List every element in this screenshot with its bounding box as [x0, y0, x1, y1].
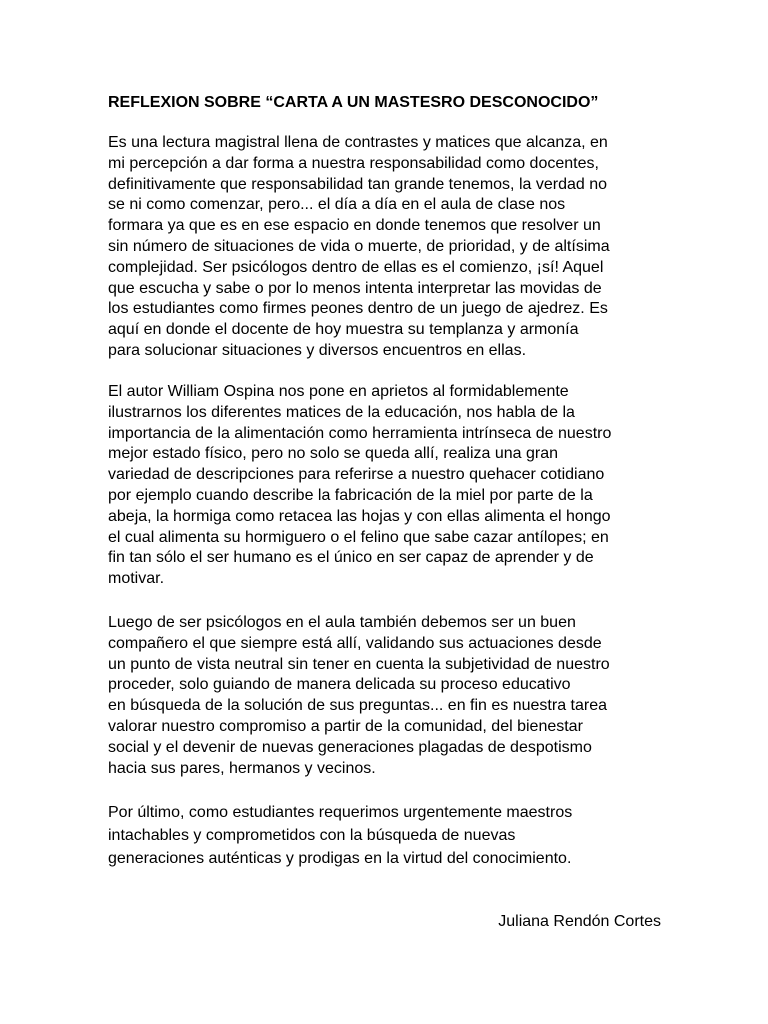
text-line: mi percepción a dar forma a nuestra responsabilidad como docentes, — [108, 154, 599, 172]
text-line: generaciones auténticas y prodigas en la virtud del conocimiento. — [108, 850, 572, 867]
text-line: que escucha y sabe o por lo menos intenta interpretar las movidas de — [108, 279, 602, 297]
text-line: compañero el que siempre está allí, validando sus actuaciones desde — [108, 634, 602, 652]
text-line: para solucionar situaciones y diversos encuentros en ellas. — [108, 341, 527, 359]
text-line: fin tan sólo el ser humano es el único en ser capaz de aprender y de — [108, 549, 594, 567]
text-line: proceder, solo guiando de manera delicada su proceso educativo — [108, 676, 571, 694]
text-line: Luego de ser psicólogos en el aula también debemos ser un buen — [108, 614, 576, 631]
text-line: variedad de descripciones para referirse a nuestro quehacer cotidiano — [108, 466, 605, 484]
text-line: aquí en donde el docente de hoy muestra su templanza y armonía — [108, 321, 579, 339]
text-line: formara ya que es en ese espacio en donde tenemos que resolver un — [108, 217, 601, 235]
text-line: complejidad. Ser psicólogos dentro de ellas es el comienzo, ¡sí! Aquel — [108, 258, 604, 276]
text-line: ilustrarnos los diferentes matices de la educación, nos habla de la — [108, 403, 575, 421]
text-line: un punto de vista neutral sin tener en cuenta la subjetividad de nuestro — [108, 655, 610, 673]
document-title: REFLEXION SOBRE “CARTA A UN MASTESRO DESCONOCIDO” — [108, 94, 599, 111]
text-line: el cual alimenta su hormiguero o el felino que sabe cazar antílopes; en — [108, 528, 609, 546]
paragraph-2 — [108, 382, 668, 590]
text-line: valorar nuestro compromiso a partir de la comunidad, del bienestar — [108, 717, 583, 735]
text-line: definitivamente que responsabilidad tan grande tenemos, la verdad no — [108, 175, 607, 193]
text-line: importancia de la alimentación como herramienta intrínseca de nuestro — [108, 424, 612, 442]
text-line: sin número de situaciones de vida o muerte, de prioridad, y de altísima — [108, 237, 610, 255]
text-line: hacia sus pares, hermanos y vecinos. — [108, 759, 376, 777]
text-line: El autor William Ospina nos pone en aprietos al formidablemente — [108, 383, 569, 400]
text-line: intachables y comprometidos con la búsqueda de nuevas — [108, 827, 516, 844]
text-line: se ni como comenzar, pero... el día a día en el aula de clase nos — [108, 196, 566, 214]
text-line: Por último, como estudiantes requerimos urgentemente maestros — [108, 804, 573, 821]
paragraph-3 — [108, 613, 668, 779]
text-line: social y el devenir de nuevas generaciones plagadas de despotismo — [108, 738, 592, 756]
paragraph-1 — [108, 133, 668, 362]
author-signature: Juliana Rendón Cortes — [498, 913, 661, 930]
text-line: abeja, la hormiga como retacea las hojas y con ellas alimenta el hongo — [108, 507, 611, 525]
text-line: por ejemplo cuando describe la fabricación de la miel por parte de la — [108, 486, 593, 504]
text-line: motivar. — [108, 570, 165, 588]
text-line: Es una lectura magistral llena de contrastes y matices que alcanza, en — [108, 134, 608, 151]
text-line: en búsqueda de la solución de sus preguntas... en fin es nuestra tarea — [108, 697, 608, 715]
paragraph-4 — [108, 801, 668, 870]
text-line: los estudiantes como firmes peones dentro de un juego de ajedrez. Es — [108, 300, 608, 318]
text-line: mejor estado físico, pero no solo se queda allí, realiza una gran — [108, 445, 559, 463]
